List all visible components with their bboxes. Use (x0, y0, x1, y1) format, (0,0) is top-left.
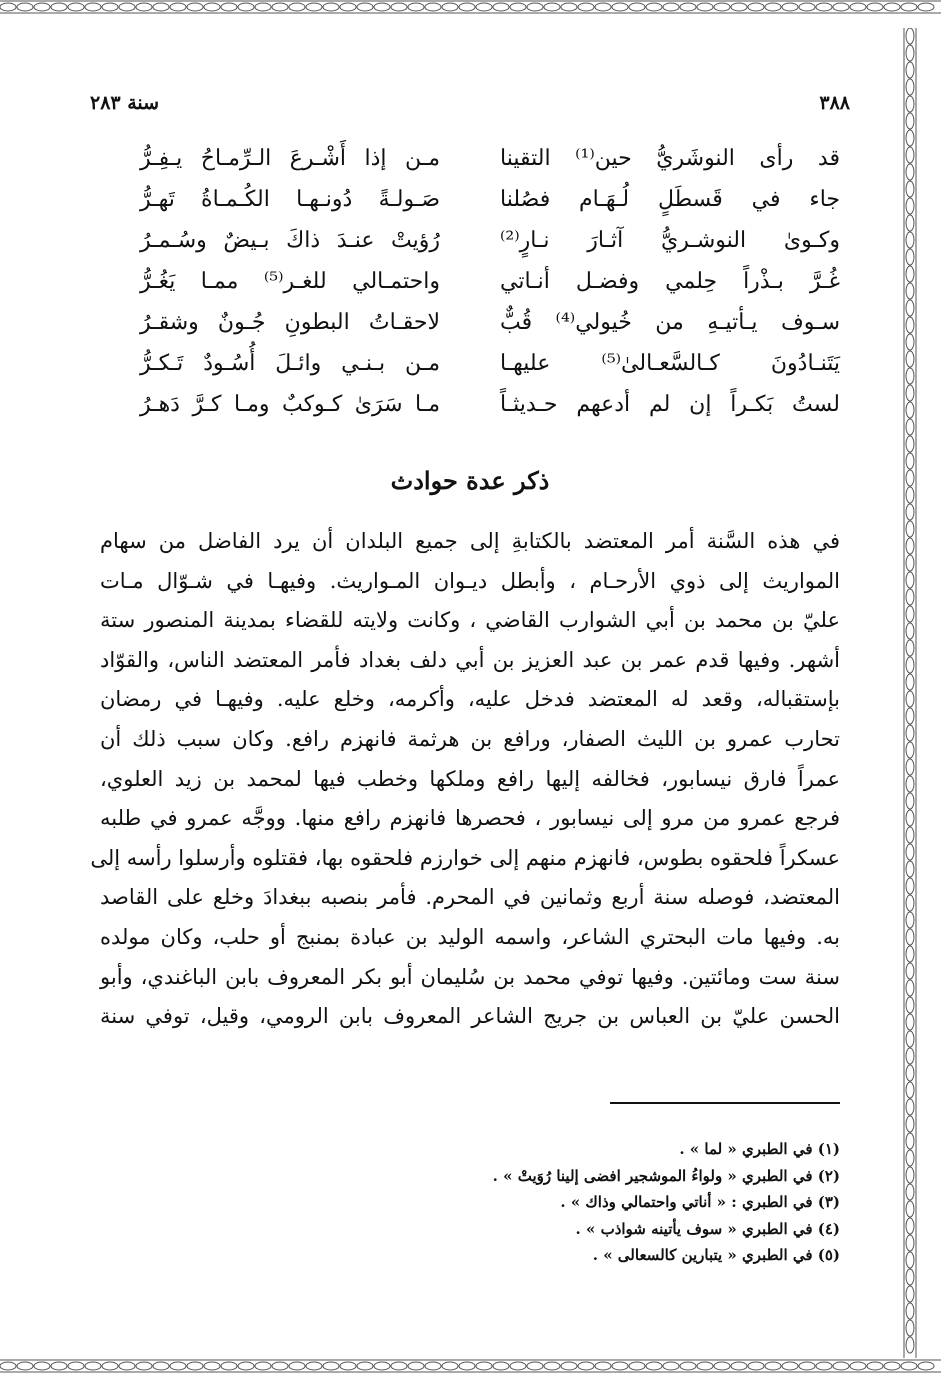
verse-first-hemistich: جاء في قَسطَلٍ لُـهَـام فصُلنا (500, 187, 840, 212)
poem-verse (140, 187, 840, 228)
body-text-line: سنة ست ومائتين. وفيها توفي محمد بن سُليمان أبو بكر المعروف بابن الباغندي، وأبو (100, 964, 840, 989)
body-text-line: المواريث إلى ذوي الأرحـام ، وأبطل ديـوان المـواريث. وفيهـا في شـوّال مـات (100, 568, 840, 593)
verse-second-hemistich: صَـولـةً دُونـهـا الكُـمـاةُ تَهـرُّ (140, 187, 440, 212)
verse-second-hemistich: لاحقـاتُ البطونِ جُـونٌ وشقـرُ (140, 310, 440, 335)
verse-second-hemistich: واحتمـالي للغـر⁽⁵⁾ ممـا يَغُـرُّ (140, 269, 440, 294)
poem-verse (140, 392, 840, 433)
running-head-title: سنة ٢٨٣ (90, 92, 160, 114)
footnote: (٢) في الطبري « ولواءُ الموشجير افضى إلينا رُوَيتْ » . (492, 1166, 840, 1185)
verse-first-hemistich: لستُ بَكـراً إن لم أدعهم حـديثـاً (500, 392, 840, 417)
running-head (90, 92, 850, 118)
verse-first-hemistich: سـوف يـأتيـهِ من خُيولي⁽⁴⁾ قُبٌّ (500, 310, 841, 335)
footnote: (١) في الطبري « لما » . (679, 1140, 840, 1158)
body-text (90, 522, 840, 1037)
poem-verse (140, 269, 840, 310)
body-text-line: بإستقباله، وقعد له المعتضد فدخل عليه، وأكرمه، وخلع عليه. وفيهـا في رمضان (100, 687, 840, 712)
verse-first-hemistich: يَتَنـادُونَ كـالسَّعـالىٰ⁽⁵⁾ عليهـا (500, 351, 840, 376)
footnote: (٣) في الطبري : « أناتي واحتمالي وذاك » . (560, 1193, 840, 1211)
body-text-line: عليّ بن محمد بن أبي الشوارب القاضي ، وكانت ولايته للقضاء بمدينة المنصور ستة (100, 608, 840, 633)
verse-first-hemistich: وكـوىٰ النوشـريُّ آثـارَ نـارٍ⁽²⁾ (500, 228, 840, 253)
poem-verse (140, 146, 840, 187)
poem-verse (140, 351, 840, 392)
poem-verse (140, 310, 840, 351)
verse-second-hemistich: مـا سَرَىٰ كـوكبٌ ومـا كـرَّ دَهـرُ (140, 392, 440, 417)
body-text-line: عمراً فارق نيسابور، فخالفه إليها رافع وملكها وخطب فيها لمحمد بن زيد العلوي، (100, 766, 840, 791)
footnotes (300, 1136, 840, 1269)
verse-first-hemistich: غُـرَّ بـذْراً حِلمي وفضـل أنـاتي (500, 269, 840, 294)
verse-first-hemistich: قد رأى النوشَريُّ حين⁽¹⁾ التقينا (500, 146, 840, 171)
footnote: (٥) في الطبري « يتبارين كالسعالى » . (592, 1246, 840, 1264)
verse-second-hemistich: رُؤيتْ عنـدَ ذاكَ بـيضٌ وسُـمـرُ (140, 228, 440, 253)
body-text-line: الحسن عليّ بن العباس بن جريج الشاعر المعروف بابن الرومي، وقيل، توفي سنة (100, 1004, 840, 1029)
body-text-line: في هذه السَّنة أمر المعتضد بالكتابةِ إلى جميع البلدان أن يرد الفاضل من سهام (100, 529, 840, 553)
poem (140, 146, 840, 433)
poem-verse (140, 228, 840, 269)
footnote-separator (610, 1102, 840, 1104)
body-text-line: عسكراً فلحقوه بطوس، فانهزم منهم إلى خوارزم فلحقوه بها، فقتلوه وأرسلوا رأسه إلى (90, 845, 840, 870)
body-text-line: المعتضد، فوصله سنة أربع وثمانين في المحرم. فأمر بنصبه ببغدادَ وخلع على القاصد (100, 885, 840, 910)
body-text-line: أشهر. وفيها قدم عمر بن عبد العزيز بن أبي دلف بغداد فأمر المعتضد الناس، والقوّاد (100, 647, 840, 672)
body-text-line: فرجع عمرو من مرو إلى نيسابور ، فحصرها فانهزم رافع منها. ووجَّه عمرو في طلبه (100, 806, 840, 831)
verse-second-hemistich: مـن بـنـي وائـلَ أُسُـودٌ تَـكـرُّ (140, 351, 440, 376)
footnote: (٤) في الطبري « سوف يأتينه شواذب » . (575, 1219, 840, 1238)
body-text-line: به. وفيها مات البحتري الشاعر، واسمه الوليد بن عبادة بمنبج أو حلب، وكان مولده (100, 924, 840, 949)
verse-second-hemistich: مـن إذا أَشْـرعَ الـرِّمـاحُ يـفِـرُّ (140, 146, 440, 171)
page-number: ٣٨٨ (819, 92, 850, 114)
section-heading: ذكر عدة حوادث (390, 466, 550, 495)
body-text-line: تحارب عمرو بن الليث الصفار، ورافع بن هرثمة فانهزم رافع. وكان سبب ذلك أن (100, 726, 840, 751)
